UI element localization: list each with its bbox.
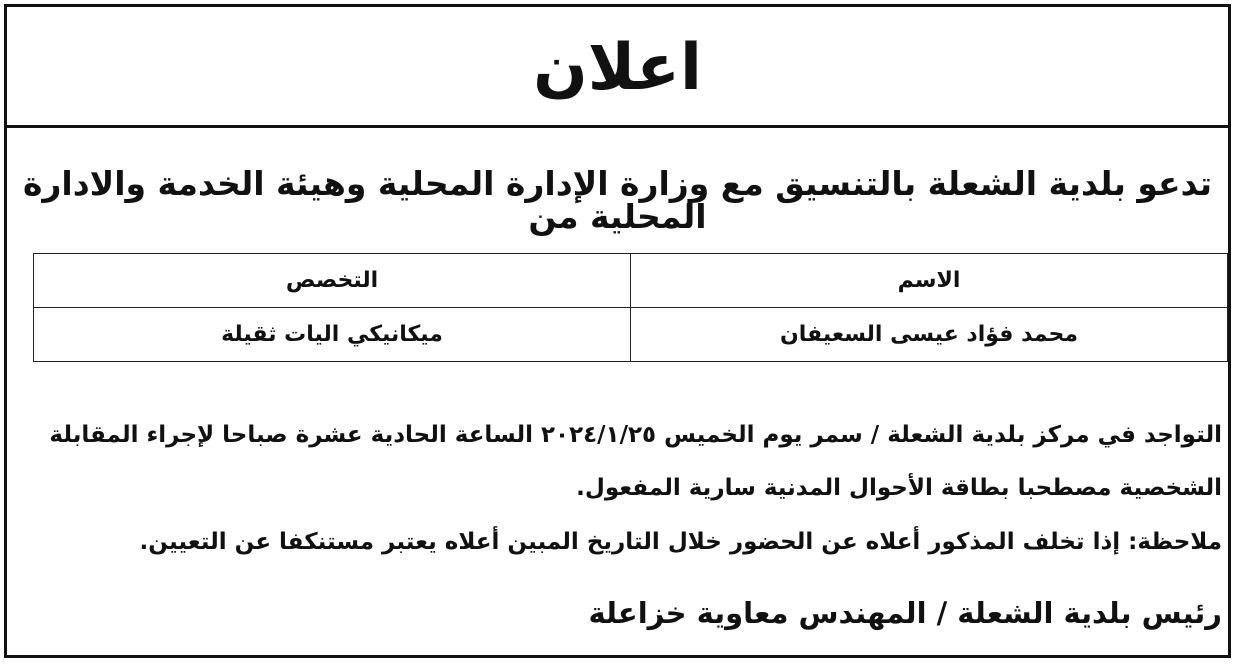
- title-band: [7, 7, 1228, 128]
- note-line: ملاحظة: إذا تخلف المذكور أعلاه عن الحضور خلال التاريخ المبين أعلاه يعتبر مستنكفا عن التعيين.: [139, 529, 1222, 555]
- signature: رئيس بلدية الشعلة / المهندس معاوية خزاعلة: [588, 596, 1222, 630]
- cell-specialty: ميكانيكي اليات ثقيلة: [34, 308, 631, 362]
- header-specialty: التخصص: [34, 254, 631, 308]
- title-divider: [7, 125, 1228, 128]
- body-line-1: التواجد في مركز بلدية الشعلة / سمر يوم الخميس ٢٠٢٤/١/٢٥ الساعة الحادية عشرة صباحا لإجراء المقابلة: [49, 422, 1222, 448]
- announcement-title: اعلان: [533, 30, 702, 105]
- header-name: الاسم: [631, 254, 1228, 308]
- table-row: [34, 308, 1228, 362]
- candidates-table: [33, 253, 1228, 362]
- table-header-row: [34, 254, 1228, 308]
- announcement-frame: [4, 4, 1231, 658]
- intro-text: تدعو بلدية الشعلة بالتنسيق مع وزارة الإدارة المحلية وهيئة الخدمة والادارة المحلية من: [22, 164, 1213, 236]
- cell-name: محمد فؤاد عيسى السعيفان: [631, 308, 1228, 362]
- body-line-2: الشخصية مصطحبا بطاقة الأحوال المدنية سارية المفعول.: [576, 475, 1222, 501]
